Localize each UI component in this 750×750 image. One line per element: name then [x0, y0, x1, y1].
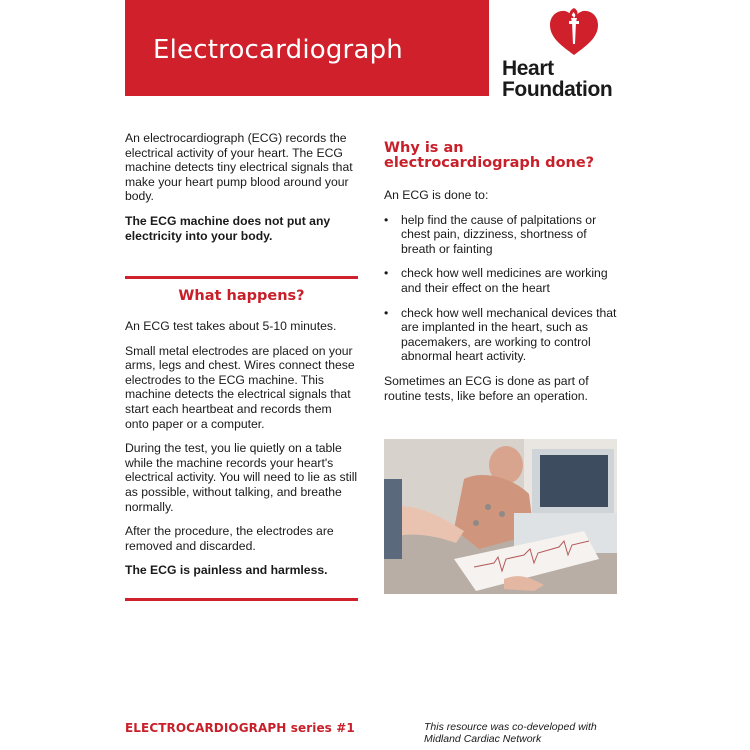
logo-text [502, 58, 612, 100]
why-closing: Sometimes an ECG is done as part of routine tests, like before an operation. [384, 373, 589, 403]
what-happens-paragraph-4: After the procedure, the electrodes are removed and discarded. [125, 524, 334, 553]
ecg-patient-photo [384, 439, 617, 594]
why-section [384, 141, 620, 413]
ecg-photo-illustration [384, 439, 617, 594]
what-happens-paragraph-2: Small metal electrodes are placed on your arms, legs and chest. Wires connect these electrodes to the ECG machine. This machine detects the electrical signals that start each heartbeat and records them onto paper or a computer. [125, 343, 355, 431]
section-divider-bottom [125, 598, 358, 601]
why-heading: Why is an electrocardiograph done? [384, 140, 595, 171]
list-item: • help find the cause of palpitations or chest pain, dizziness, shortness of breath or fainting [384, 213, 620, 257]
what-happens-section [125, 289, 358, 588]
page-title: Electrocardiograph [153, 35, 403, 65]
what-happens-paragraph-3: During the test, you lie quietly on a table while the machine records your heart's electrical activity. You will need to lie as still as possible, without talking, and breathe normally. [125, 441, 358, 514]
intro-bold-note: The ECG machine does not put any electricity into your body. [125, 213, 331, 243]
what-happens-paragraph-1: An ECG test takes about 5-10 minutes. [125, 319, 337, 333]
section-divider-top [125, 276, 358, 279]
heart-torch-icon [546, 8, 602, 56]
credit-note [424, 721, 624, 745]
list-item: • check how well medicines are working and their effect on the heart [384, 266, 620, 295]
credit-line-2: Midland Cardiac Network [424, 733, 542, 745]
heart-foundation-logo [500, 8, 620, 101]
series-label: ELECTROCARDIOGRAPH series #1 [125, 721, 355, 735]
intro-paragraph: An electrocardiograph (ECG) records the electrical activity of your heart. The ECG machine detects tiny electrical signals that make your heart pump blood around your body. [125, 131, 353, 204]
intro-section [125, 131, 360, 253]
what-happens-heading: What happens? [178, 288, 305, 304]
title-banner [125, 0, 489, 96]
logo-text-foundation: Foundation [502, 78, 613, 101]
list-item: • check how well mechanical devices that are implanted in the heart, such as pacemakers, are working to control abnormal heart activity. [384, 306, 620, 364]
why-bullet-list [384, 213, 620, 364]
what-happens-closing: The ECG is painless and harmless. [125, 563, 328, 578]
credit-line-1: This resource was co-developed with [424, 721, 597, 733]
why-lead: An ECG is done to: [384, 188, 489, 202]
logo-text-heart: Heart [502, 57, 554, 80]
